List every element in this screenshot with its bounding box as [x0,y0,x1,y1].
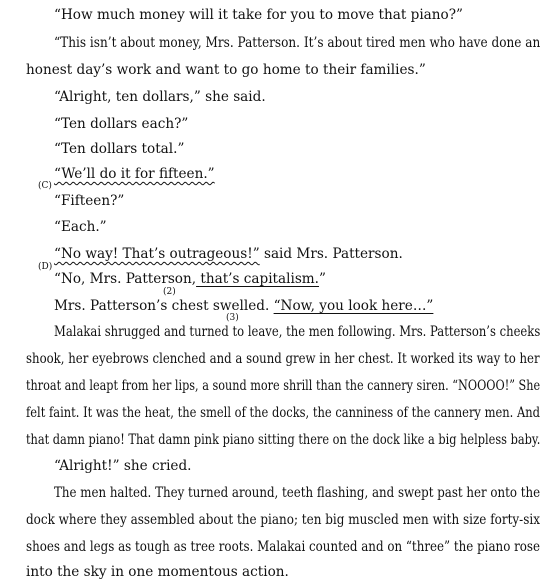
text-line: dock where they assembled about the piano; ten big muscled men with size forty-six [26,512,540,528]
text-line [54,165,215,183]
marker-c: (C) [38,181,52,191]
text-line: “Ten dollars each?” [54,116,189,132]
text-line: Malakai shrugged and turned to leave, the men following. Mrs. Patterson’s cheeks [54,324,541,340]
text-line: throat and leapt from her lips, a sound more shrill than the cannery siren. “NOOOO!” She [26,378,541,394]
text-run: ” [319,271,326,287]
text-run: said Mrs. Patterson. [259,246,403,262]
text-run: Mrs. Patterson’s chest swelled. [54,298,274,314]
text-line: “Ten dollars total.” [54,141,185,157]
text-line: shoes and legs as tough as tree roots. Malakai counted and on “three” the piano rose [26,539,541,555]
text-line: The men halted. They turned around, teeth flashing, and swept past her onto the [54,485,541,501]
text-line: into the sky in one momentous action. [26,564,289,580]
wavy-underlined-text: “We’ll do it for fifteen.” [54,166,215,182]
text-line: “This isn’t about money, Mrs. Patterson. It’s about tired men who have done an [54,35,541,51]
text-line [54,297,433,315]
text-line: “Alright, ten dollars,” she said. [54,89,266,105]
text-line: honest day’s work and want to go home to their families.” [26,62,426,78]
text-line: “Fifteen?” [54,193,125,209]
marker-3: (3) [226,313,239,323]
text-line: that damn piano! That damn pink piano sitting there on the dock like a big helpless baby. [26,432,541,448]
text-line: shook, her eyebrows clenched and a sound grew in her chest. It worked its way to her [26,351,540,367]
text-line [54,270,326,288]
wavy-underlined-text: “No way! That’s outrageous!” [54,246,260,262]
text-line: “How much money will it take for you to move that piano?” [54,7,463,23]
marker-d: (D) [38,262,53,272]
text-run: “No, Mrs. Patterson, [54,271,197,287]
underlined-text: “Now, you look here…” [273,298,434,314]
marker-2: (2) [163,287,176,297]
text-line: felt faint. It was the heat, the smell of the docks, the canniness of the cannery men. And [26,405,541,421]
underlined-text: that’s capitalism. [196,271,320,287]
text-line: “Alright!” she cried. [54,458,192,474]
text-line: “Each.” [54,219,107,235]
text-line [54,245,403,263]
